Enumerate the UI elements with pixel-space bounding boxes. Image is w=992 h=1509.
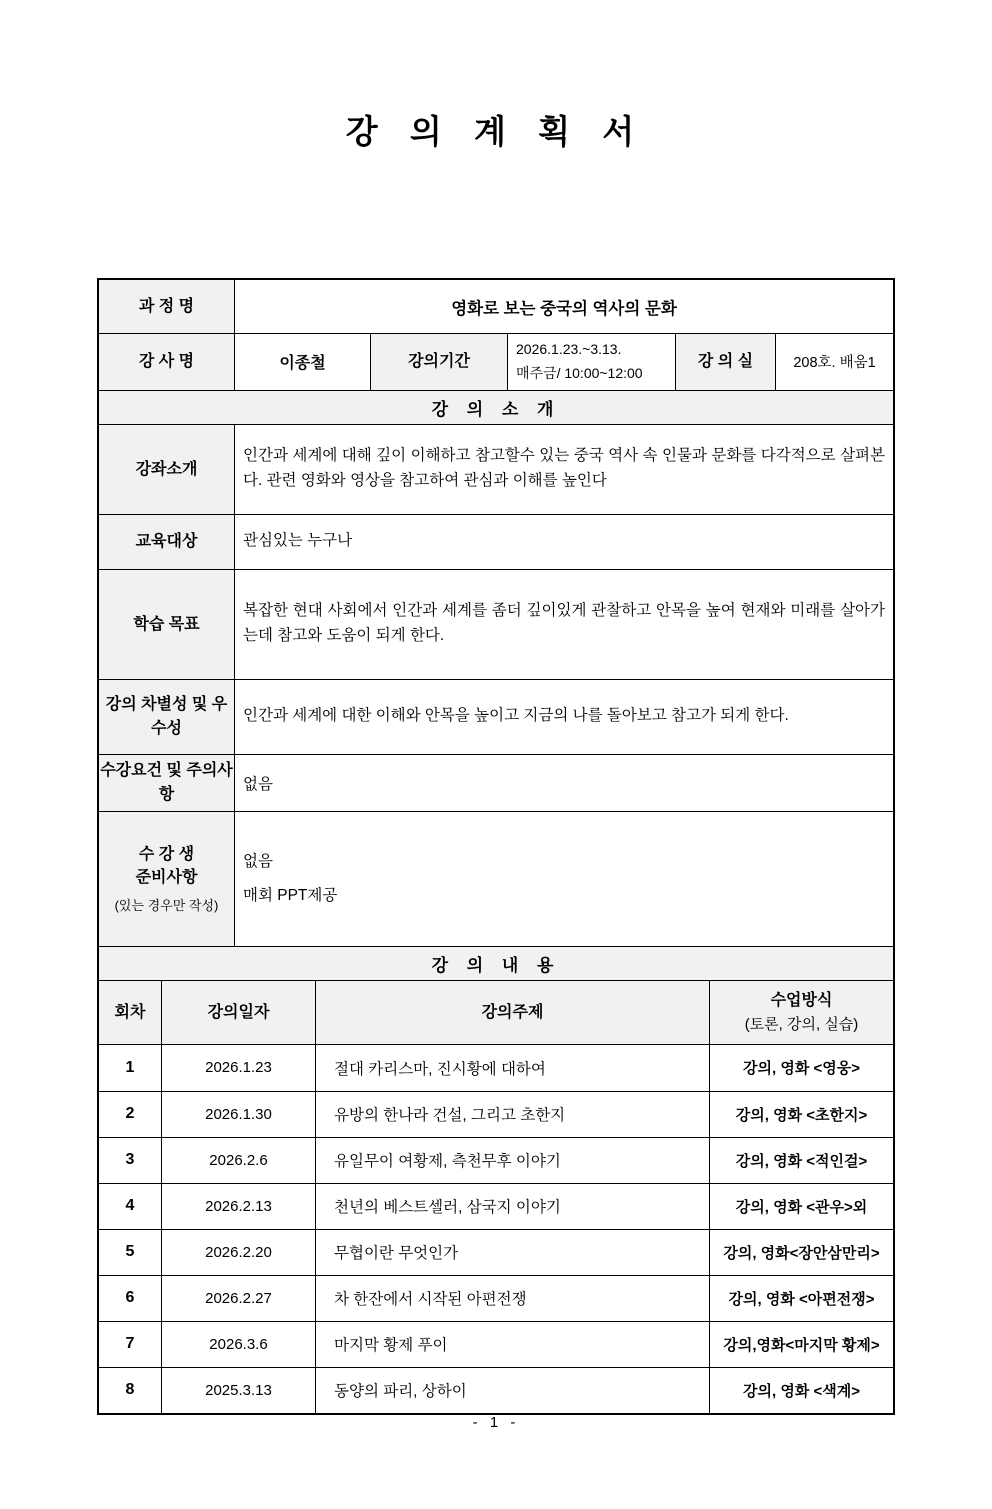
prep-label-note: (있는 경우만 작성)	[114, 898, 219, 913]
table-row	[99, 1321, 893, 1367]
row-method: 강의, 영화 <초한지>	[709, 1092, 893, 1137]
row-topic: 천년의 베스트셀러, 삼국지 이야기	[315, 1184, 709, 1229]
instructor-row	[99, 333, 893, 390]
table-row	[99, 1229, 893, 1275]
prep-row	[99, 811, 893, 946]
col-method-title: 수업방식	[770, 991, 833, 1009]
col-method	[709, 981, 893, 1044]
row-date: 2026.1.30	[161, 1092, 315, 1137]
row-no: 5	[125, 1243, 135, 1261]
content-section-title: 강 의 내 용	[99, 947, 893, 980]
course-name: 영화로 보는 중국의 역사의 문화	[234, 280, 893, 333]
row-date: 2026.1.23	[161, 1045, 315, 1091]
row-method: 강의, 영화 <적인걸>	[709, 1138, 893, 1183]
period-value	[507, 334, 675, 390]
row-date: 2026.3.6	[161, 1322, 315, 1367]
room-label: 강 의 실	[675, 334, 775, 390]
goal-label: 학습 목표	[99, 570, 234, 679]
row-no: 1	[125, 1058, 135, 1076]
intro-section-title: 강 의 소 개	[99, 391, 893, 424]
row-topic: 차 한잔에서 시작된 아편전쟁	[315, 1276, 709, 1321]
course-row	[99, 280, 893, 333]
row-no: 6	[125, 1289, 135, 1307]
row-method: 강의, 영화 <관우>외	[709, 1184, 893, 1229]
target-row	[99, 514, 893, 569]
target-label: 교육대상	[99, 515, 234, 569]
row-no: 8	[125, 1381, 135, 1399]
row-no: 2	[125, 1105, 135, 1123]
content-rows	[99, 1044, 893, 1413]
target-text: 관심있는 누구나	[243, 532, 353, 550]
period-line2: 매주금/ 10:00~12:00	[516, 364, 643, 381]
req-row	[99, 754, 893, 811]
row-topic: 유방의 한나라 건설, 그리고 초한지	[315, 1092, 709, 1137]
req-text: 없음	[234, 755, 893, 811]
prep-text-line2: 매회 PPT제공	[243, 886, 338, 904]
req-label: 수강요건 및 주의사항	[99, 755, 234, 811]
course-intro-row	[99, 424, 893, 514]
content-section-row	[99, 946, 893, 980]
prep-label-line2: 준비사항	[135, 868, 198, 886]
row-method: 강의, 영화 <영웅>	[709, 1045, 893, 1091]
col-method-sub: (토론, 강의, 실습)	[744, 1015, 859, 1033]
col-date: 강의일자	[161, 981, 315, 1044]
goal-text: 복잡한 현대 사회에서 인간과 세계를 좀더 깊이있게 관찰하고 안목을 높여 현재와 미래를 살아가는데 참고와 도움이 되게 한다.	[243, 602, 885, 645]
syllabus-table	[97, 278, 895, 1415]
room-value: 208호. 배움1	[775, 334, 893, 390]
prep-label-line1: 수 강 생	[138, 845, 195, 863]
table-row	[99, 1091, 893, 1137]
course-intro-text: 인간과 세계에 대해 깊이 이해하고 참고할수 있는 중국 역사 속 인물과 문화를 다각적으로 살펴본다. 관련 영화와 영상을 참고하여 관심과 이해를 높인다	[243, 447, 885, 490]
row-topic: 마지막 황제 푸이	[315, 1322, 709, 1367]
row-method: 강의, 영화 <색계>	[709, 1368, 893, 1413]
page-title: 강 의 계 획 서	[345, 115, 647, 151]
row-method: 강의, 영화<장안삼만리>	[709, 1230, 893, 1275]
table-row	[99, 1367, 893, 1413]
row-no: 7	[125, 1335, 135, 1353]
intro-section-row	[99, 390, 893, 424]
row-topic: 동양의 파리, 상하이	[315, 1368, 709, 1413]
row-topic: 무협이란 무엇인가	[315, 1230, 709, 1275]
period-line1: 2026.1.23.~3.13.	[516, 341, 622, 357]
course-intro-label: 강좌소개	[99, 425, 234, 514]
instructor-label: 강 사 명	[99, 334, 234, 390]
table-row	[99, 1137, 893, 1183]
table-row	[99, 1275, 893, 1321]
instructor-name: 이종철	[234, 334, 370, 390]
prep-text-line1: 없음	[243, 852, 273, 870]
row-method: 강의,영화<마지막 황제>	[709, 1322, 893, 1367]
table-row	[99, 1183, 893, 1229]
row-date: 2025.3.13	[161, 1368, 315, 1413]
content-header-row	[99, 980, 893, 1044]
row-no: 4	[125, 1197, 135, 1215]
row-date: 2026.2.6	[161, 1138, 315, 1183]
period-label: 강의기간	[370, 334, 507, 390]
table-row	[99, 1045, 893, 1091]
diff-row	[99, 679, 893, 754]
row-date: 2026.2.27	[161, 1276, 315, 1321]
page-number: - 1 -	[472, 1414, 520, 1431]
goal-row	[99, 569, 893, 679]
diff-text: 인간과 세계에 대한 이해와 안목을 높이고 지금의 나를 돌아보고 참고가 되게 한다.	[243, 707, 789, 725]
col-no: 회차	[99, 981, 161, 1044]
course-label: 과 정 명	[99, 280, 234, 333]
col-topic: 강의주제	[315, 981, 709, 1044]
row-date: 2026.2.13	[161, 1184, 315, 1229]
diff-label: 강의 차별성 및 우수성	[99, 680, 234, 754]
prep-label	[99, 812, 234, 946]
row-topic: 유일무이 여황제, 측천무후 이야기	[315, 1138, 709, 1183]
row-topic: 절대 카리스마, 진시황에 대하여	[315, 1045, 709, 1091]
row-no: 3	[125, 1151, 135, 1169]
row-date: 2026.2.20	[161, 1230, 315, 1275]
row-method: 강의, 영화 <아편전쟁>	[709, 1276, 893, 1321]
